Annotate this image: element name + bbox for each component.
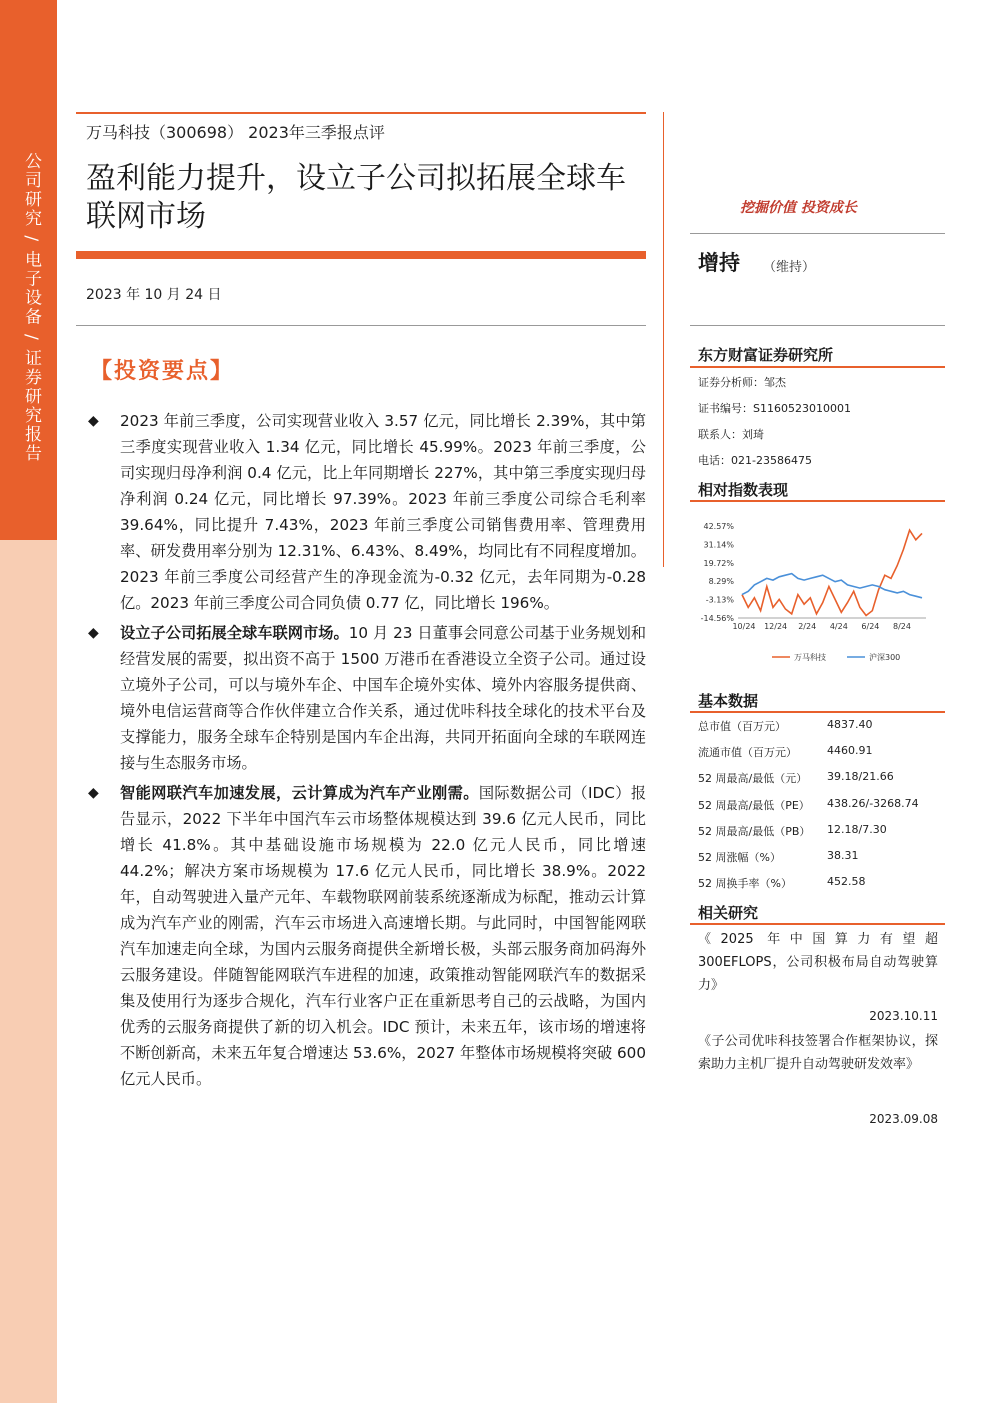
- basic-data-label: 总市值（百万元）: [698, 720, 786, 733]
- research-title: 相关研究: [698, 904, 759, 922]
- divider: [690, 233, 945, 234]
- y-tick-label: 31.14%: [703, 540, 734, 550]
- key-point-text: 10 月 23 日董事会同意公司基于业务规划和经营发展的需要，拟出资不高于 1500 万港币在香港设立全资子公司。通过设立境外子公司，可以与境外车企、中国车企境外实体、境外内容服务提供商、境外电信运营商等合作伙伴建立合作关系，通过优咔科技全球化的技术平台及支撑能力，服务全球车企特别是国内车企出海，共同开拓面向全球的车联网连接与生态服务市场。: [120, 624, 647, 772]
- relative-index-chart: [690, 512, 940, 672]
- title-underline: [76, 251, 646, 259]
- x-tick-label: 6/24: [861, 622, 880, 631]
- x-tick-label: 12/24: [764, 622, 788, 631]
- report-tag: 万马科技（300698） 2023年三季报点评: [86, 123, 385, 142]
- basic-data-value: 4837.40: [827, 718, 873, 731]
- key-point-lead: 设立子公司拓展全球车联网市场。: [120, 624, 349, 642]
- section-rule: [690, 500, 945, 502]
- related-report-date: 2023.09.08: [869, 1112, 938, 1126]
- series-line-wanma: [742, 530, 922, 615]
- institute-name: 东方财富证券研究所: [698, 346, 834, 364]
- y-tick-label: 19.72%: [703, 558, 734, 568]
- related-report-date: 2023.10.11: [869, 1009, 938, 1023]
- cert-number: 证书编号：S1160523010001: [698, 402, 851, 415]
- contact: 联系人：刘琦: [698, 428, 764, 441]
- section-rule: [690, 366, 945, 368]
- report-date: 2023 年 10 月 24 日: [86, 287, 222, 303]
- basic-data-label: 52 周最高/最低（PB）: [698, 825, 811, 838]
- related-report-title: 《子公司优咔科技签署合作框架协议，探索助力主机厂提升自动驾驶研发效率》: [698, 1034, 938, 1072]
- key-point-text: 2023 年前三季度，公司实现营业收入 3.57 亿元，同比增长 2.39%，其中第三季度实现营业收入 1.34 亿元，同比增长 45.99%。2023 年前三季度，公司实现归母净利润 0.4 亿元，比上年同期增长 227%，其中第三季度实现归母净利润 0.24 亿元，同比增长 97.39%。2023 年前三季度公司综合毛利率 39.64%，同比提升 7.43%，2023 年前三季度公司销售费用率、管理费用率、研发费用率分别为 12.31%、6.43%、8.49%，均同比有不同程度增加。2023 年前三季度公司经营产生的净现金流为-0.32 亿元，去年同期为-0.28 亿。2023 年前三季度公司合同负债 0.77 亿，同比增长 196%。: [120, 412, 646, 612]
- basic-data-value: 438.26/-3268.74: [827, 797, 919, 810]
- diamond-bullet-icon: ◆: [88, 413, 99, 429]
- section-rule: [690, 711, 945, 713]
- x-tick-label: 2/24: [798, 622, 817, 631]
- section-rule: [690, 923, 945, 925]
- basic-data-label: 52 周最高/最低（元）: [698, 772, 808, 785]
- header-rule: [76, 112, 646, 114]
- basic-data-value: 39.18/21.66: [827, 770, 894, 783]
- basic-data-value: 12.18/7.30: [827, 823, 887, 836]
- legend-label: 沪深300: [869, 653, 901, 662]
- key-point-text: 国际数据公司（IDC）报告显示，2022 下半年中国汽车云市场整体规模达到 39.6 亿元人民币，同比增长 41.8%。其中基础设施市场规模为 22.0 亿元人民币，同比增速 44.2%；解决方案市场规模为 17.6 亿元人民币，同比增长 38.9%。2022 年，自动驾驶进入量产元年、车载物联网前装系统逐渐成为标配，推动云计算成为汽车产业的刚需，汽车云市场进入高速增长期。与此同时，中国智能网联汽车加速走向全球，为国内云服务商提供全新增长极，头部云服务商加码海外云服务建设。伴随智能网联汽车进程的加速，政策推动智能网联汽车的数据采集及使用行为逐步合规化，汽车行业客户正在重新思考自己的云战略，为国内优秀的云服务商提供了新的切入机会。IDC 预计，未来五年，该市场的增速将不断创新高，未来五年复合增速达 53.6%，2027 年整体市场规模将突破 600 亿元人民币。: [120, 784, 647, 1088]
- section-title: 【投资要点】: [90, 359, 235, 384]
- key-point-lead: 智能网联汽车加速发展，云计算成为汽车产业刚需。: [120, 784, 479, 802]
- basic-data-label: 52 周涨幅（%）: [698, 851, 781, 864]
- y-tick-label: -3.13%: [705, 595, 734, 605]
- x-tick-label: 4/24: [829, 622, 848, 631]
- basic-data-label: 52 周最高/最低（PE）: [698, 799, 810, 812]
- sidebar-band-light: [0, 540, 57, 1403]
- key-points: [86, 408, 646, 1092]
- diamond-bullet-icon: ◆: [88, 625, 99, 641]
- analyst: 证券分析师：邹杰: [698, 376, 786, 389]
- divider: [76, 325, 646, 326]
- basic-data-label: 52 周换手率（%）: [698, 877, 792, 890]
- related-report-title: 《2025 年中国算力有望超 300EFLOPS，公司积极布局自动驾驶算力》: [698, 932, 938, 993]
- sidebar-category: 公司研究 / 电子设备 / 证券研究报告: [21, 152, 41, 464]
- x-tick-label: 8/24: [893, 622, 911, 631]
- y-tick-label: 8.29%: [708, 577, 734, 587]
- y-tick-label: 42.57%: [703, 522, 734, 531]
- report-title: 盈利能力提升，设立子公司拟拓展全球车联网市场: [86, 161, 626, 234]
- divider: [690, 325, 945, 326]
- basic-data-value: 4460.91: [827, 744, 873, 757]
- x-tick-label: 10/24: [732, 622, 756, 631]
- column-divider: [663, 112, 664, 567]
- slogan: 挖掘价值 投资成长: [740, 200, 857, 216]
- key-point: [86, 780, 646, 1092]
- rating-note: （维持）: [763, 260, 816, 275]
- index-title: 相对指数表现: [698, 481, 789, 499]
- basic-data-value: 452.58: [827, 875, 866, 888]
- diamond-bullet-icon: ◆: [88, 785, 99, 801]
- basic-title: 基本数据: [698, 692, 759, 710]
- legend-label: 万马科技: [794, 653, 826, 662]
- rating: 增持: [698, 251, 740, 275]
- phone: 电话：021-23586475: [698, 454, 812, 467]
- y-tick-label: -14.56%: [700, 614, 734, 623]
- basic-data-label: 流通市值（百万元）: [698, 746, 797, 759]
- key-point: [86, 620, 646, 776]
- key-point: [86, 408, 646, 616]
- basic-data-value: 38.31: [827, 849, 859, 862]
